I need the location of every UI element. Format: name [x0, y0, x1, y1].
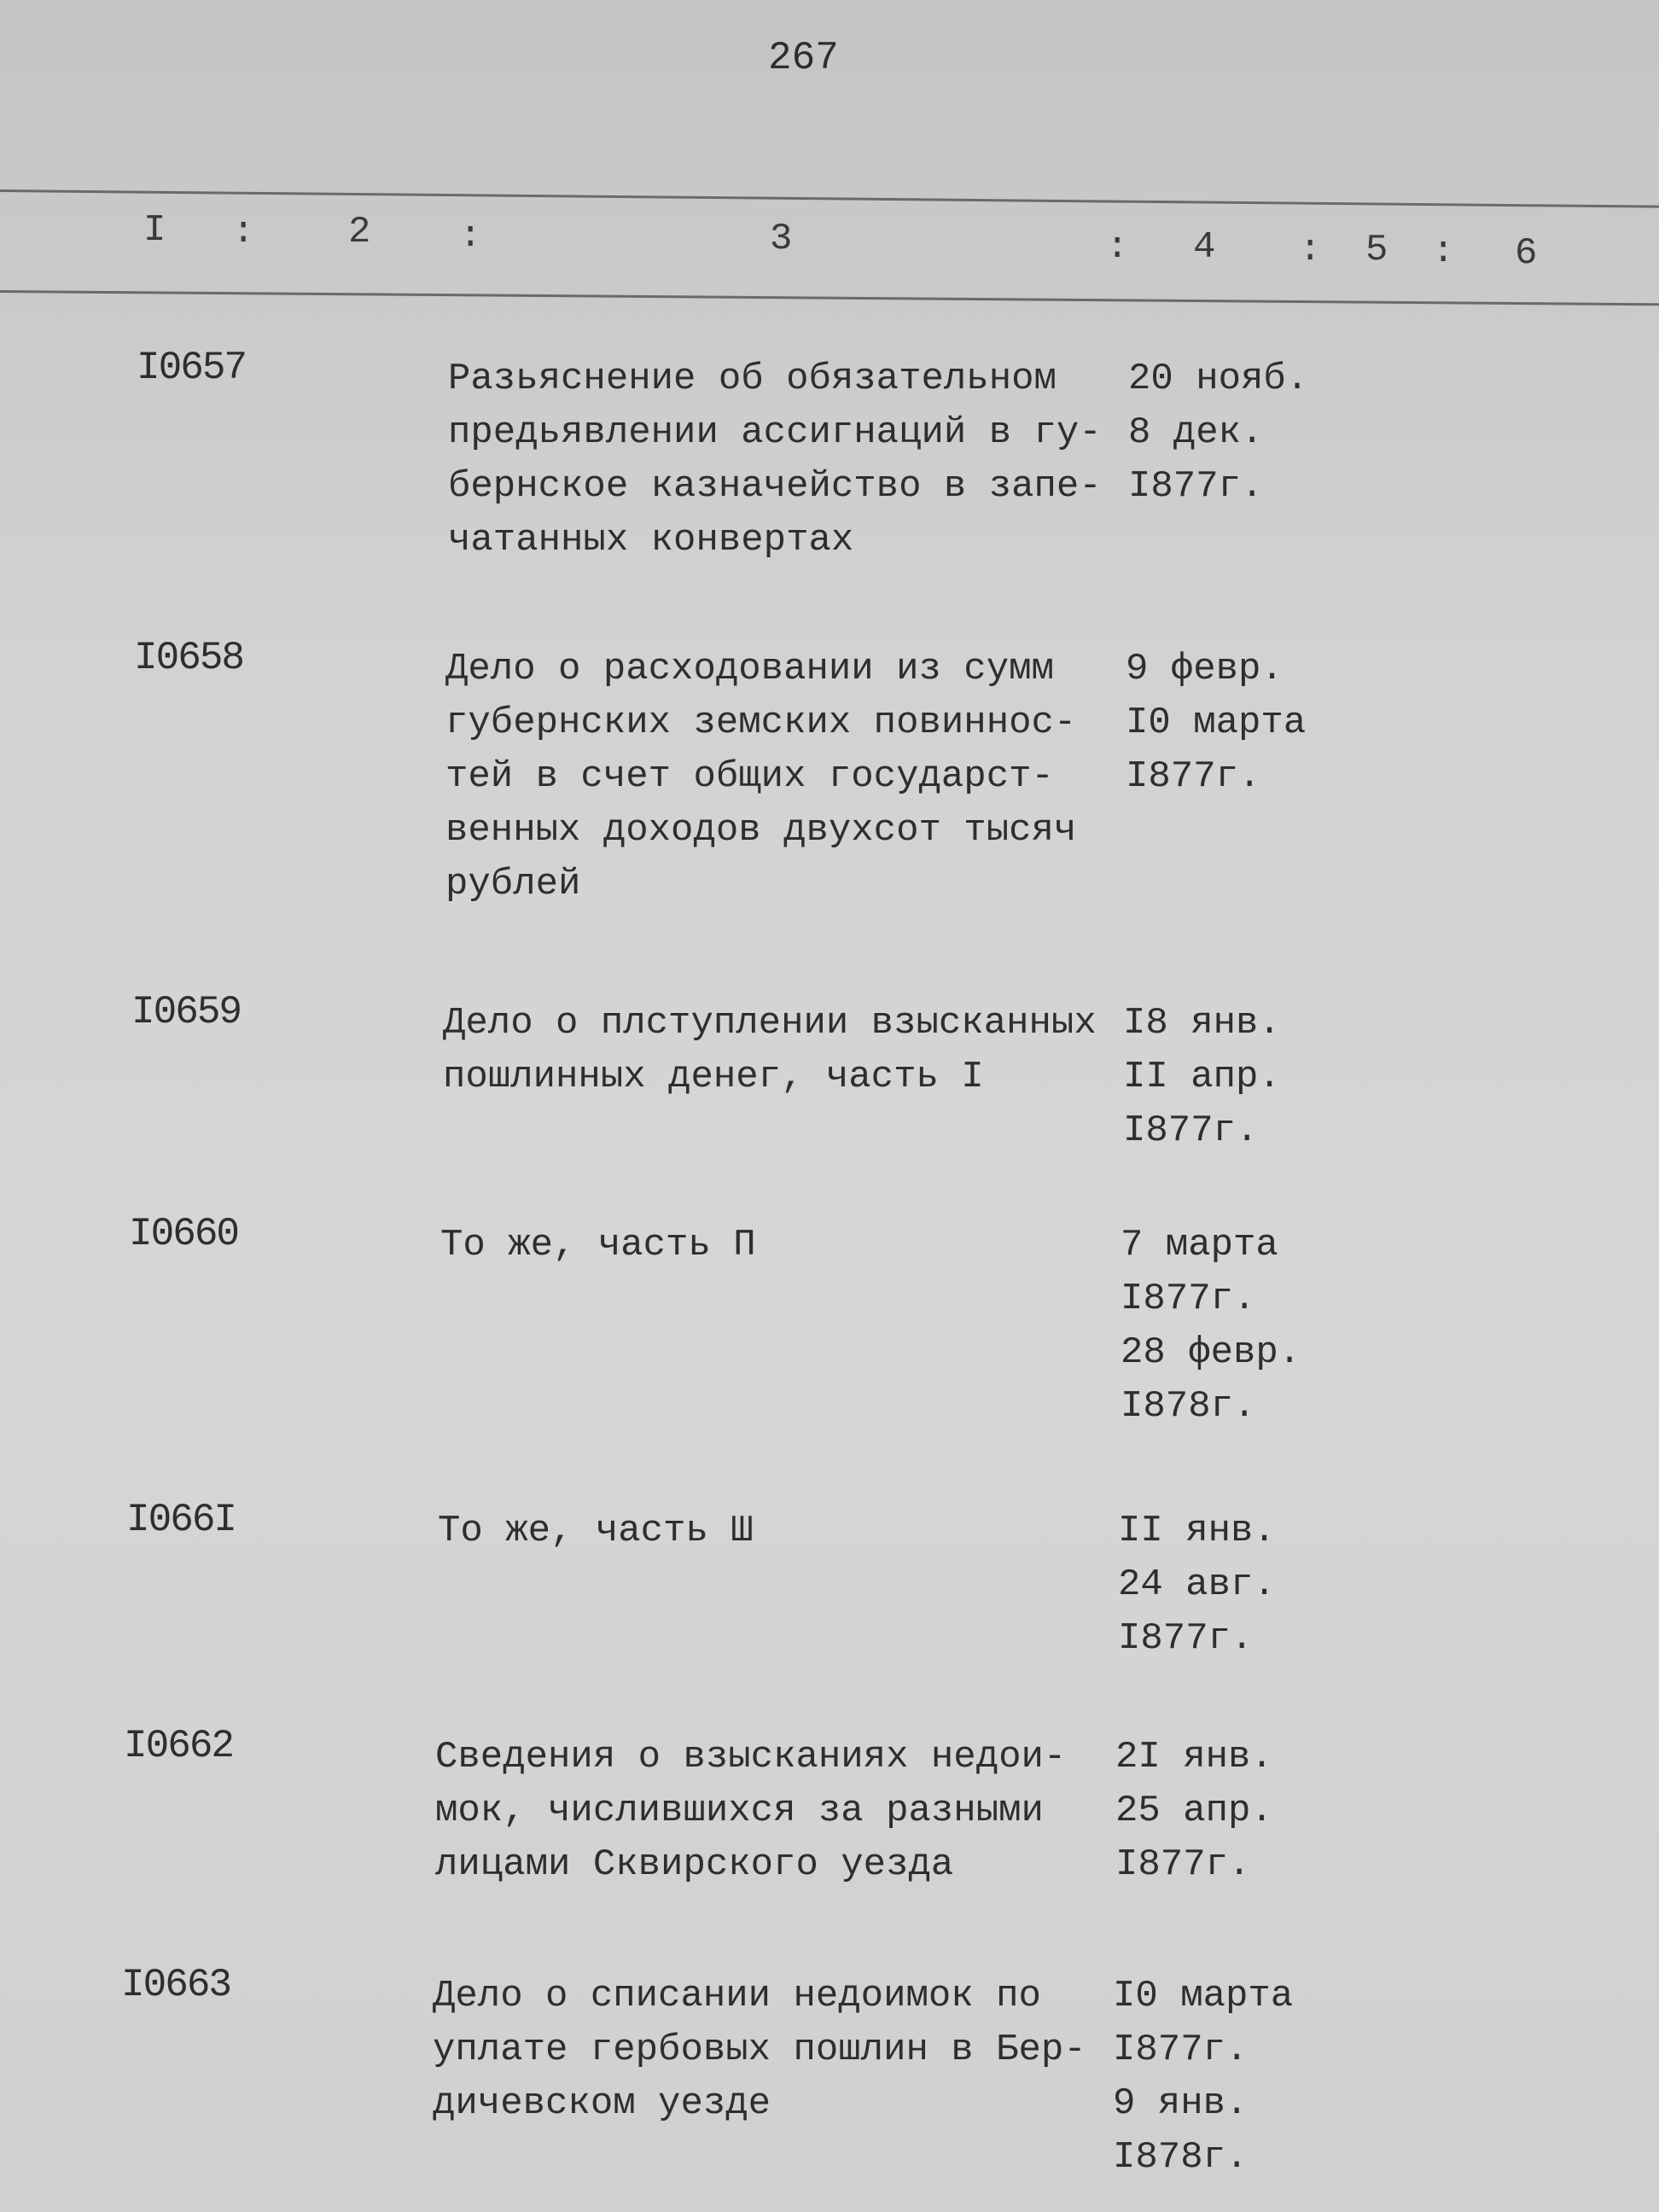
description-line: тей в счет общих государст- [445, 755, 1054, 798]
header-bottom-rule [0, 290, 1659, 306]
column-header-4: 4 [1193, 226, 1216, 269]
description-line: дичевском уезде [433, 2082, 771, 2125]
column-header-3: 3 [770, 218, 793, 260]
case-dates [1123, 997, 1281, 1158]
case-dates [1121, 1219, 1301, 1434]
description-line: пошлинных денег, часть I [443, 1056, 984, 1098]
date-line: II апр. [1123, 1056, 1281, 1098]
case-dates [1113, 1970, 1293, 2185]
case-description [443, 997, 1097, 1104]
description-line: Дело о списании недоимок по [433, 1975, 1041, 2017]
description-line: предьявлении ассигнаций в гу- [448, 411, 1102, 454]
description-line: бернское казначейство в запе- [448, 465, 1102, 508]
column-header-6: 6 [1515, 232, 1538, 275]
description-line: То же, часть Ш [438, 1510, 754, 1552]
description-line: Дело о расходовании из сумм [445, 648, 1054, 690]
description-line: чатанных конвертах [448, 519, 854, 562]
date-line: I877г. [1115, 1843, 1251, 1886]
case-description [440, 1219, 756, 1272]
date-line: I877г. [1123, 1109, 1259, 1152]
page-number: 267 [768, 36, 839, 80]
column-separator: : [232, 211, 255, 253]
column-separator: : [459, 215, 482, 258]
case-description [448, 352, 1102, 568]
case-description [438, 1505, 754, 1558]
case-number: I0660 [129, 1212, 239, 1256]
case-description [433, 1970, 1086, 2131]
case-dates [1118, 1505, 1276, 1666]
date-line: 9 янв. [1113, 2082, 1249, 2125]
case-dates [1128, 352, 1308, 514]
description-line: лицами Сквирского уезда [435, 1843, 954, 1886]
date-line: I878г. [1121, 1385, 1256, 1428]
date-line: 25 апр. [1115, 1790, 1273, 1832]
description-line: Сведения о взысканиях недои- [435, 1736, 1067, 1778]
description-line: мок, числившихся за разными [435, 1790, 1044, 1832]
description-line: губернских земских повиннос- [445, 701, 1077, 744]
date-line: 2I янв. [1115, 1736, 1273, 1778]
case-number: I066I [126, 1498, 236, 1542]
date-line: I878г. [1113, 2136, 1249, 2179]
description-line: То же, часть П [440, 1224, 756, 1266]
column-header-5: 5 [1365, 229, 1388, 271]
case-number: I0657 [137, 346, 247, 390]
case-number: I0663 [121, 1963, 231, 2007]
date-line: I877г. [1113, 2029, 1249, 2071]
column-header-1: I [143, 209, 166, 252]
date-line: II янв. [1118, 1510, 1276, 1552]
case-description [445, 643, 1076, 911]
date-line: 20 нояб. [1128, 358, 1309, 400]
description-line: венных доходов двухсот тысяч [445, 809, 1077, 852]
date-line: I0 марта [1126, 701, 1307, 744]
date-line: I877г. [1128, 465, 1264, 508]
description-line: Разьяснение об обязательном [448, 358, 1057, 400]
column-separator: : [1432, 230, 1455, 273]
description-line: Дело о плступлении взысканных [443, 1002, 1097, 1045]
column-separator: : [1299, 229, 1322, 271]
case-dates [1115, 1731, 1273, 1892]
header-top-rule [0, 189, 1659, 208]
date-line: 9 февр. [1126, 648, 1284, 690]
date-line: I877г. [1118, 1617, 1254, 1660]
case-number: I0659 [131, 990, 242, 1034]
column-header-2: 2 [348, 211, 371, 253]
date-line: I877г. [1126, 755, 1261, 798]
column-separator: : [1106, 226, 1129, 269]
date-line: I877г. [1121, 1278, 1256, 1320]
date-line: I0 марта [1113, 1975, 1294, 2017]
case-dates [1126, 643, 1306, 804]
date-line: 7 марта [1121, 1224, 1278, 1266]
case-description [435, 1731, 1066, 1892]
description-line: рублей [445, 863, 581, 905]
date-line: 24 авг. [1118, 1563, 1276, 1606]
date-line: 8 дек. [1128, 411, 1264, 454]
case-number: I0658 [134, 636, 244, 680]
description-line: уплате гербовых пошлин в Бер- [433, 2029, 1086, 2071]
case-number: I0662 [124, 1724, 234, 1768]
date-line: I8 янв. [1123, 1002, 1281, 1045]
date-line: 28 февр. [1121, 1331, 1301, 1374]
